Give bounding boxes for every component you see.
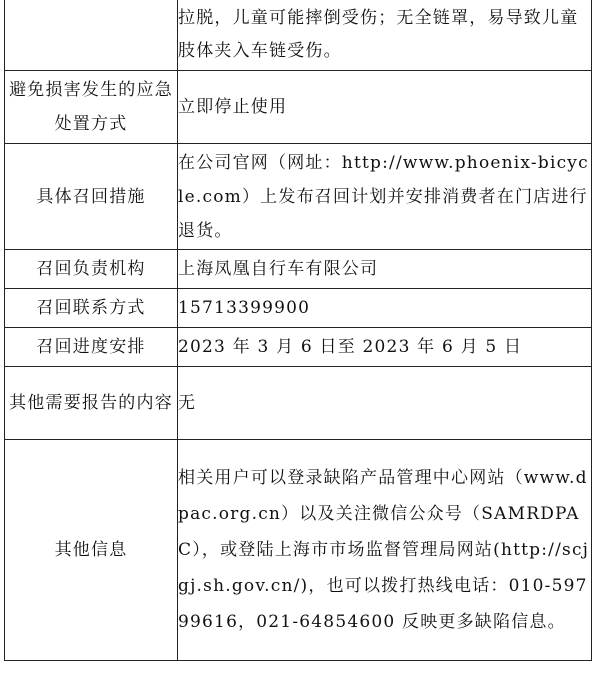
recall-info-table bbox=[4, 0, 592, 661]
table-row-other-report bbox=[5, 367, 592, 440]
row-label-hazard bbox=[5, 0, 178, 71]
row-value-other-info: 相关用户可以登录缺陷产品管理中心网站（www.dpac.org.cn）以及关注微信公众号（SAMRDPAC），或登陆上海市市场监督管理局网站(http://scjgj.sh.gov.cn/)，也可以拨打热线电话：010-59799616，021-64854600 反映更多缺陷信息。 bbox=[178, 440, 592, 661]
table-row-recall-measures bbox=[5, 144, 592, 250]
table-row-recall-organization bbox=[5, 250, 592, 289]
row-value-recall-schedule: 2023 年 3 月 6 日至 2023 年 6 月 5 日 bbox=[178, 328, 592, 367]
row-label-recall-organization: 召回负责机构 bbox=[5, 250, 178, 289]
row-value-recall-contact: 15713399900 bbox=[178, 289, 592, 328]
table-row-emergency-measure bbox=[5, 71, 592, 144]
row-value-recall-measures: 在公司官网（网址：http://www.phoenix-bicycle.com）上发布召回计划并安排消费者在门店进行退货。 bbox=[178, 144, 592, 250]
table-row-hazard-continued bbox=[5, 0, 592, 71]
row-label-recall-measures: 具体召回措施 bbox=[5, 144, 178, 250]
table-row-recall-schedule bbox=[5, 328, 592, 367]
row-label-recall-schedule: 召回进度安排 bbox=[5, 328, 178, 367]
row-value-hazard: 拉脱，儿童可能摔倒受伤；无全链罩，易导致儿童肢体夹入车链受伤。 bbox=[178, 0, 592, 71]
row-label-emergency-measure: 避免损害发生的应急处置方式 bbox=[5, 71, 178, 144]
row-value-recall-organization: 上海凤凰自行车有限公司 bbox=[178, 250, 592, 289]
table-row-recall-contact bbox=[5, 289, 592, 328]
row-value-other-report: 无 bbox=[178, 367, 592, 440]
row-label-recall-contact: 召回联系方式 bbox=[5, 289, 178, 328]
table-row-other-info bbox=[5, 440, 592, 661]
row-label-other-report: 其他需要报告的内容 bbox=[5, 367, 178, 440]
row-value-emergency-measure: 立即停止使用 bbox=[178, 71, 592, 144]
row-label-other-info: 其他信息 bbox=[5, 440, 178, 661]
